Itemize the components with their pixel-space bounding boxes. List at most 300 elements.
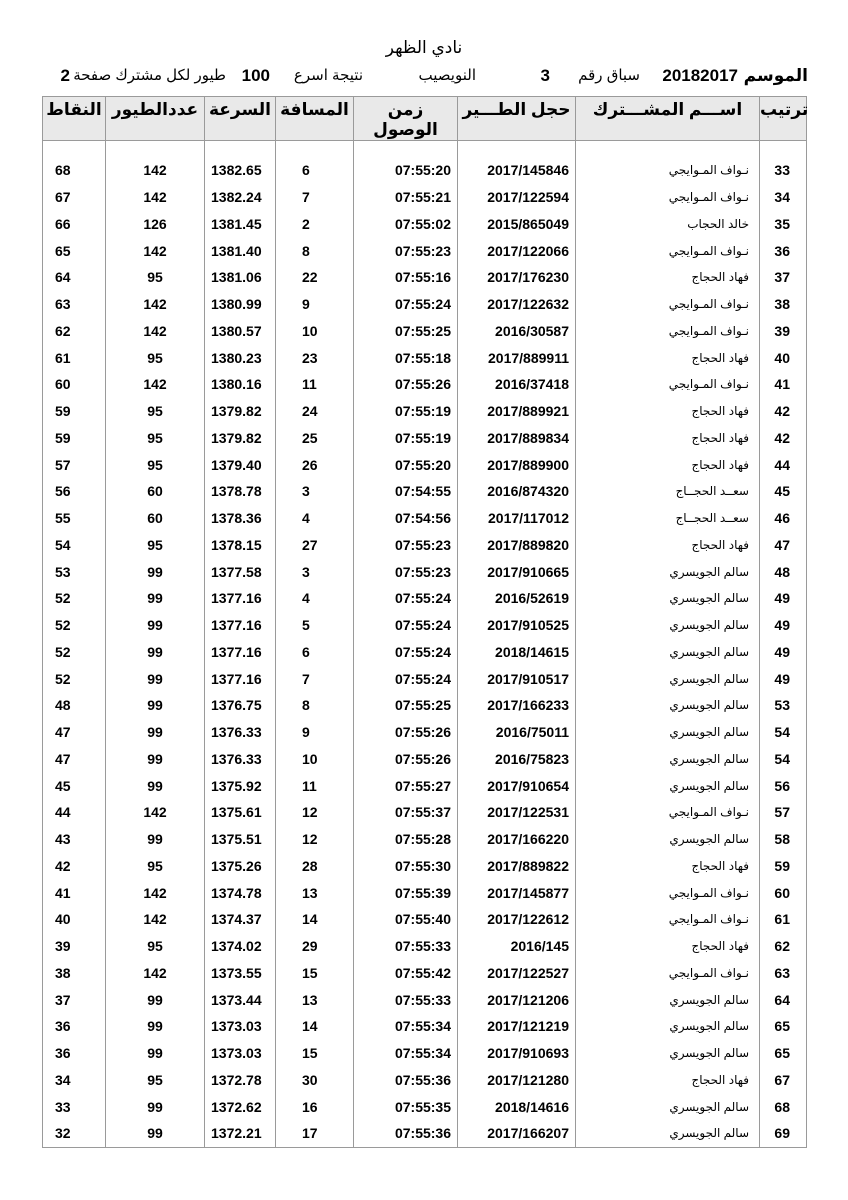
table-row	[43, 799, 807, 826]
cell-participant: نـواف المـوايجي	[576, 879, 760, 906]
cell-rank: 59	[760, 853, 807, 880]
cell-speed: 1378.15	[205, 532, 276, 559]
cell-rank: 69	[760, 1120, 807, 1147]
table-row	[43, 344, 807, 371]
cell-speed: 1374.78	[205, 879, 276, 906]
cell-arrival-time: 07:55:30	[354, 853, 458, 880]
race-location: النويصيب	[418, 67, 476, 84]
cell-ring: 2017/166233	[458, 692, 576, 719]
cell-ring: 2017/122531	[458, 799, 576, 826]
cell-speed: 1373.03	[205, 1013, 276, 1040]
cell-rank: 49	[760, 612, 807, 639]
cell-participant: نـواف المـوايجي	[576, 291, 760, 318]
cell-distance: 28	[276, 853, 354, 880]
cell-bird-count: 99	[106, 746, 205, 773]
cell-arrival-time: 07:55:02	[354, 211, 458, 238]
cell-ring: 2018/14616	[458, 1093, 576, 1120]
cell-bird-count: 95	[106, 451, 205, 478]
cell-bird-count: 99	[106, 1013, 205, 1040]
cell-arrival-time: 07:55:40	[354, 906, 458, 933]
cell-bird-count: 142	[106, 237, 205, 264]
cell-arrival-time: 07:55:18	[354, 344, 458, 371]
cell-speed: 1381.45	[205, 211, 276, 238]
cell-participant: فهاد الحجاج	[576, 425, 760, 452]
col-points: النقاط	[43, 97, 106, 141]
cell-distance: 6	[276, 639, 354, 666]
cell-points: 37	[43, 986, 106, 1013]
cell-arrival-time: 07:55:19	[354, 425, 458, 452]
table-row	[43, 772, 807, 799]
cell-ring: 2017/889900	[458, 451, 576, 478]
cell-arrival-time: 07:55:24	[354, 291, 458, 318]
cell-bird-count: 142	[106, 906, 205, 933]
per-member-label: طيور لكل مشترك صفحة	[73, 67, 226, 84]
cell-distance: 14	[276, 906, 354, 933]
cell-points: 56	[43, 478, 106, 505]
cell-participant: سالم الجويسري	[576, 558, 760, 585]
cell-bird-count: 142	[106, 318, 205, 345]
cell-rank: 33	[760, 157, 807, 184]
cell-participant: فهاد الحجاج	[576, 451, 760, 478]
cell-bird-count: 142	[106, 371, 205, 398]
cell-distance: 24	[276, 398, 354, 425]
cell-arrival-time: 07:55:26	[354, 719, 458, 746]
cell-rank: 47	[760, 532, 807, 559]
cell-participant: نـواف المـوايجي	[576, 960, 760, 987]
cell-arrival-time: 07:55:21	[354, 184, 458, 211]
cell-arrival-time: 07:55:36	[354, 1067, 458, 1094]
cell-bird-count: 126	[106, 211, 205, 238]
cell-points: 52	[43, 585, 106, 612]
cell-points: 53	[43, 558, 106, 585]
cell-rank: 63	[760, 960, 807, 987]
cell-bird-count: 99	[106, 665, 205, 692]
table-row	[43, 639, 807, 666]
cell-bird-count: 99	[106, 639, 205, 666]
cell-points: 43	[43, 826, 106, 853]
cell-ring: 2016/145	[458, 933, 576, 960]
cell-arrival-time: 07:55:25	[354, 318, 458, 345]
cell-bird-count: 95	[106, 425, 205, 452]
cell-bird-count: 60	[106, 478, 205, 505]
cell-arrival-time: 07:55:24	[354, 665, 458, 692]
cell-distance: 7	[276, 665, 354, 692]
race-number: 3	[540, 66, 550, 85]
cell-distance: 2	[276, 211, 354, 238]
cell-points: 62	[43, 318, 106, 345]
cell-points: 41	[43, 879, 106, 906]
cell-arrival-time: 07:55:34	[354, 1013, 458, 1040]
cell-participant: خالد الحجاب	[576, 211, 760, 238]
cell-arrival-time: 07:55:23	[354, 532, 458, 559]
cell-bird-count: 99	[106, 1093, 205, 1120]
cell-distance: 25	[276, 425, 354, 452]
cell-arrival-time: 07:55:35	[354, 1093, 458, 1120]
cell-rank: 54	[760, 719, 807, 746]
cell-arrival-time: 07:55:39	[354, 879, 458, 906]
cell-distance: 23	[276, 344, 354, 371]
results-body	[43, 141, 807, 1148]
cell-speed: 1372.62	[205, 1093, 276, 1120]
table-row	[43, 906, 807, 933]
cell-bird-count: 99	[106, 1120, 205, 1147]
table-row	[43, 986, 807, 1013]
cell-distance: 12	[276, 799, 354, 826]
cell-points: 39	[43, 933, 106, 960]
col-birds: عددالطيور	[106, 97, 205, 141]
cell-participant: سالم الجويسري	[576, 639, 760, 666]
cell-participant: نـواف المـوايجي	[576, 184, 760, 211]
cell-points: 59	[43, 425, 106, 452]
cell-bird-count: 142	[106, 157, 205, 184]
cell-speed: 1375.92	[205, 772, 276, 799]
cell-participant: فهاد الحجاج	[576, 1067, 760, 1094]
cell-distance: 8	[276, 237, 354, 264]
cell-participant: سالم الجويسري	[576, 665, 760, 692]
cell-ring: 2016/75823	[458, 746, 576, 773]
cell-ring: 2017/889822	[458, 853, 576, 880]
cell-participant: سالم الجويسري	[576, 1040, 760, 1067]
cell-speed: 1380.57	[205, 318, 276, 345]
cell-ring: 2016/37418	[458, 371, 576, 398]
cell-arrival-time: 07:55:25	[354, 692, 458, 719]
cell-distance: 8	[276, 692, 354, 719]
cell-points: 65	[43, 237, 106, 264]
cell-bird-count: 99	[106, 585, 205, 612]
cell-speed: 1377.58	[205, 558, 276, 585]
cell-speed: 1376.33	[205, 719, 276, 746]
cell-ring: 2017/145877	[458, 879, 576, 906]
cell-rank: 41	[760, 371, 807, 398]
table-row	[43, 505, 807, 532]
col-ring: حجل الطـــير	[458, 97, 576, 141]
table-row	[43, 237, 807, 264]
cell-ring: 2017/117012	[458, 505, 576, 532]
cell-ring: 2017/122066	[458, 237, 576, 264]
cell-bird-count: 142	[106, 799, 205, 826]
cell-distance: 4	[276, 505, 354, 532]
cell-points: 68	[43, 157, 106, 184]
cell-rank: 48	[760, 558, 807, 585]
cell-speed: 1376.75	[205, 692, 276, 719]
cell-points: 57	[43, 451, 106, 478]
results-table	[42, 96, 807, 1148]
cell-participant: نـواف المـوايجي	[576, 371, 760, 398]
cell-participant: سالم الجويسري	[576, 826, 760, 853]
table-row	[43, 826, 807, 853]
cell-rank: 38	[760, 291, 807, 318]
cell-participant: سالم الجويسري	[576, 1093, 760, 1120]
cell-participant: فهاد الحجاج	[576, 344, 760, 371]
cell-distance: 16	[276, 1093, 354, 1120]
cell-ring: 2017/889820	[458, 532, 576, 559]
cell-speed: 1377.16	[205, 665, 276, 692]
cell-arrival-time: 07:55:33	[354, 986, 458, 1013]
cell-ring: 2017/122612	[458, 906, 576, 933]
table-row	[43, 425, 807, 452]
table-row	[43, 853, 807, 880]
cell-rank: 46	[760, 505, 807, 532]
race-label: سباق رقم	[578, 67, 640, 84]
cell-speed: 1373.55	[205, 960, 276, 987]
cell-arrival-time: 07:55:27	[354, 772, 458, 799]
cell-ring: 2017/121280	[458, 1067, 576, 1094]
cell-rank: 67	[760, 1067, 807, 1094]
cell-bird-count: 95	[106, 344, 205, 371]
cell-points: 67	[43, 184, 106, 211]
cell-distance: 14	[276, 1013, 354, 1040]
cell-arrival-time: 07:54:55	[354, 478, 458, 505]
cell-speed: 1374.37	[205, 906, 276, 933]
cell-distance: 3	[276, 478, 354, 505]
cell-rank: 49	[760, 585, 807, 612]
cell-distance: 15	[276, 1040, 354, 1067]
cell-speed: 1377.16	[205, 612, 276, 639]
cell-bird-count: 142	[106, 960, 205, 987]
cell-ring: 2017/889911	[458, 344, 576, 371]
cell-arrival-time: 07:55:19	[354, 398, 458, 425]
cell-rank: 64	[760, 986, 807, 1013]
cell-participant: سالم الجويسري	[576, 746, 760, 773]
cell-points: 52	[43, 612, 106, 639]
table-row	[43, 1067, 807, 1094]
cell-speed: 1375.26	[205, 853, 276, 880]
cell-arrival-time: 07:55:20	[354, 157, 458, 184]
cell-participant: سالم الجويسري	[576, 585, 760, 612]
table-row	[43, 1093, 807, 1120]
cell-speed: 1377.16	[205, 639, 276, 666]
cell-arrival-time: 07:55:26	[354, 371, 458, 398]
cell-rank: 37	[760, 264, 807, 291]
cell-speed: 1380.16	[205, 371, 276, 398]
cell-distance: 26	[276, 451, 354, 478]
cell-arrival-time: 07:55:34	[354, 1040, 458, 1067]
cell-participant: فهاد الحجاج	[576, 398, 760, 425]
table-row	[43, 264, 807, 291]
cell-bird-count: 142	[106, 184, 205, 211]
cell-rank: 61	[760, 906, 807, 933]
cell-rank: 45	[760, 478, 807, 505]
cell-ring: 2017/910517	[458, 665, 576, 692]
cell-speed: 1377.16	[205, 585, 276, 612]
table-row	[43, 291, 807, 318]
cell-bird-count: 99	[106, 558, 205, 585]
cell-ring: 2017/121219	[458, 1013, 576, 1040]
cell-speed: 1382.65	[205, 157, 276, 184]
cell-participant: سالم الجويسري	[576, 772, 760, 799]
cell-points: 55	[43, 505, 106, 532]
cell-distance: 3	[276, 558, 354, 585]
cell-rank: 42	[760, 425, 807, 452]
cell-arrival-time: 07:54:56	[354, 505, 458, 532]
cell-distance: 22	[276, 264, 354, 291]
table-row	[43, 665, 807, 692]
table-row	[43, 371, 807, 398]
cell-bird-count: 95	[106, 853, 205, 880]
cell-bird-count: 142	[106, 291, 205, 318]
cell-ring: 2015/865049	[458, 211, 576, 238]
table-row	[43, 451, 807, 478]
table-row	[43, 318, 807, 345]
cell-arrival-time: 07:55:26	[354, 746, 458, 773]
cell-points: 54	[43, 532, 106, 559]
cell-rank: 53	[760, 692, 807, 719]
cell-ring: 2016/874320	[458, 478, 576, 505]
cell-points: 42	[43, 853, 106, 880]
cell-participant: سالم الجويسري	[576, 986, 760, 1013]
cell-ring: 2016/75011	[458, 719, 576, 746]
season-value: 20182017	[662, 66, 738, 85]
cell-speed: 1378.78	[205, 478, 276, 505]
cell-ring: 2017/166207	[458, 1120, 576, 1147]
cell-arrival-time: 07:55:28	[354, 826, 458, 853]
cell-speed: 1374.02	[205, 933, 276, 960]
cell-arrival-time: 07:55:24	[354, 639, 458, 666]
cell-points: 36	[43, 1040, 106, 1067]
table-row	[43, 558, 807, 585]
cell-speed: 1380.99	[205, 291, 276, 318]
cell-points: 60	[43, 371, 106, 398]
cell-points: 47	[43, 746, 106, 773]
cell-points: 61	[43, 344, 106, 371]
col-arrival-time: زمن الوصول	[354, 97, 458, 141]
cell-distance: 27	[276, 532, 354, 559]
cell-arrival-time: 07:55:24	[354, 612, 458, 639]
table-row	[43, 398, 807, 425]
cell-distance: 11	[276, 772, 354, 799]
table-row	[43, 211, 807, 238]
cell-participant: سالم الجويسري	[576, 612, 760, 639]
cell-ring: 2017/910654	[458, 772, 576, 799]
table-row	[43, 532, 807, 559]
cell-rank: 62	[760, 933, 807, 960]
cell-speed: 1378.36	[205, 505, 276, 532]
table-row	[43, 1120, 807, 1147]
cell-speed: 1375.61	[205, 799, 276, 826]
cell-rank: 42	[760, 398, 807, 425]
cell-ring: 2017/910693	[458, 1040, 576, 1067]
cell-ring: 2017/122527	[458, 960, 576, 987]
cell-participant: سعــد الحجــاج	[576, 505, 760, 532]
cell-arrival-time: 07:55:20	[354, 451, 458, 478]
cell-rank: 36	[760, 237, 807, 264]
cell-points: 52	[43, 665, 106, 692]
cell-participant: فهاد الحجاج	[576, 853, 760, 880]
cell-points: 47	[43, 719, 106, 746]
cell-participant: سالم الجويسري	[576, 692, 760, 719]
cell-distance: 10	[276, 318, 354, 345]
cell-speed: 1379.82	[205, 425, 276, 452]
cell-participant: سعــد الحجــاج	[576, 478, 760, 505]
cell-speed: 1379.82	[205, 398, 276, 425]
cell-bird-count: 95	[106, 933, 205, 960]
table-row	[43, 478, 807, 505]
cell-points: 48	[43, 692, 106, 719]
cell-points: 45	[43, 772, 106, 799]
cell-points: 66	[43, 211, 106, 238]
cell-rank: 65	[760, 1040, 807, 1067]
table-row	[43, 960, 807, 987]
cell-bird-count: 95	[106, 264, 205, 291]
cell-rank: 34	[760, 184, 807, 211]
cell-points: 59	[43, 398, 106, 425]
cell-rank: 57	[760, 799, 807, 826]
cell-distance: 9	[276, 719, 354, 746]
cell-ring: 2017/145846	[458, 157, 576, 184]
cell-distance: 13	[276, 986, 354, 1013]
cell-speed: 1373.03	[205, 1040, 276, 1067]
cell-rank: 65	[760, 1013, 807, 1040]
cell-arrival-time: 07:55:16	[354, 264, 458, 291]
cell-participant: سالم الجويسري	[576, 1120, 760, 1147]
cell-rank: 54	[760, 746, 807, 773]
cell-ring: 2017/122632	[458, 291, 576, 318]
cell-distance: 12	[276, 826, 354, 853]
cell-points: 52	[43, 639, 106, 666]
cell-participant: نـواف المـوايجي	[576, 157, 760, 184]
cell-distance: 15	[276, 960, 354, 987]
cell-ring: 2017/910665	[458, 558, 576, 585]
table-header-row	[43, 97, 807, 141]
cell-ring: 2017/889921	[458, 398, 576, 425]
table-row	[43, 1013, 807, 1040]
cell-participant: نـواف المـوايجي	[576, 237, 760, 264]
cell-rank: 56	[760, 772, 807, 799]
cell-ring: 2017/176230	[458, 264, 576, 291]
cell-rank: 40	[760, 344, 807, 371]
cell-rank: 44	[760, 451, 807, 478]
cell-ring: 2016/30587	[458, 318, 576, 345]
table-row	[43, 933, 807, 960]
cell-distance: 29	[276, 933, 354, 960]
cell-ring: 2017/910525	[458, 612, 576, 639]
table-row	[43, 1040, 807, 1067]
cell-bird-count: 99	[106, 986, 205, 1013]
cell-bird-count: 95	[106, 398, 205, 425]
cell-points: 40	[43, 906, 106, 933]
cell-speed: 1382.24	[205, 184, 276, 211]
cell-ring: 2017/889834	[458, 425, 576, 452]
cell-arrival-time: 07:55:23	[354, 237, 458, 264]
col-distance: المسافة	[276, 97, 354, 141]
cell-distance: 10	[276, 746, 354, 773]
cell-bird-count: 142	[106, 879, 205, 906]
cell-speed: 1380.23	[205, 344, 276, 371]
cell-rank: 60	[760, 879, 807, 906]
cell-participant: نـواف المـوايجي	[576, 799, 760, 826]
cell-arrival-time: 07:55:42	[354, 960, 458, 987]
cell-speed: 1375.51	[205, 826, 276, 853]
cell-points: 44	[43, 799, 106, 826]
cell-arrival-time: 07:55:23	[354, 558, 458, 585]
club-title: نادي الظهر	[385, 38, 463, 57]
cell-participant: سالم الجويسري	[576, 1013, 760, 1040]
cell-participant: فهاد الحجاج	[576, 264, 760, 291]
page-number: 2	[60, 66, 70, 85]
cell-rank: 35	[760, 211, 807, 238]
cell-bird-count: 95	[106, 532, 205, 559]
cell-arrival-time: 07:55:37	[354, 799, 458, 826]
cell-distance: 11	[276, 371, 354, 398]
table-row	[43, 879, 807, 906]
cell-points: 64	[43, 264, 106, 291]
table-row	[43, 719, 807, 746]
cell-speed: 1381.40	[205, 237, 276, 264]
cell-rank: 68	[760, 1093, 807, 1120]
cell-points: 34	[43, 1067, 106, 1094]
cell-rank: 49	[760, 665, 807, 692]
cell-speed: 1381.06	[205, 264, 276, 291]
